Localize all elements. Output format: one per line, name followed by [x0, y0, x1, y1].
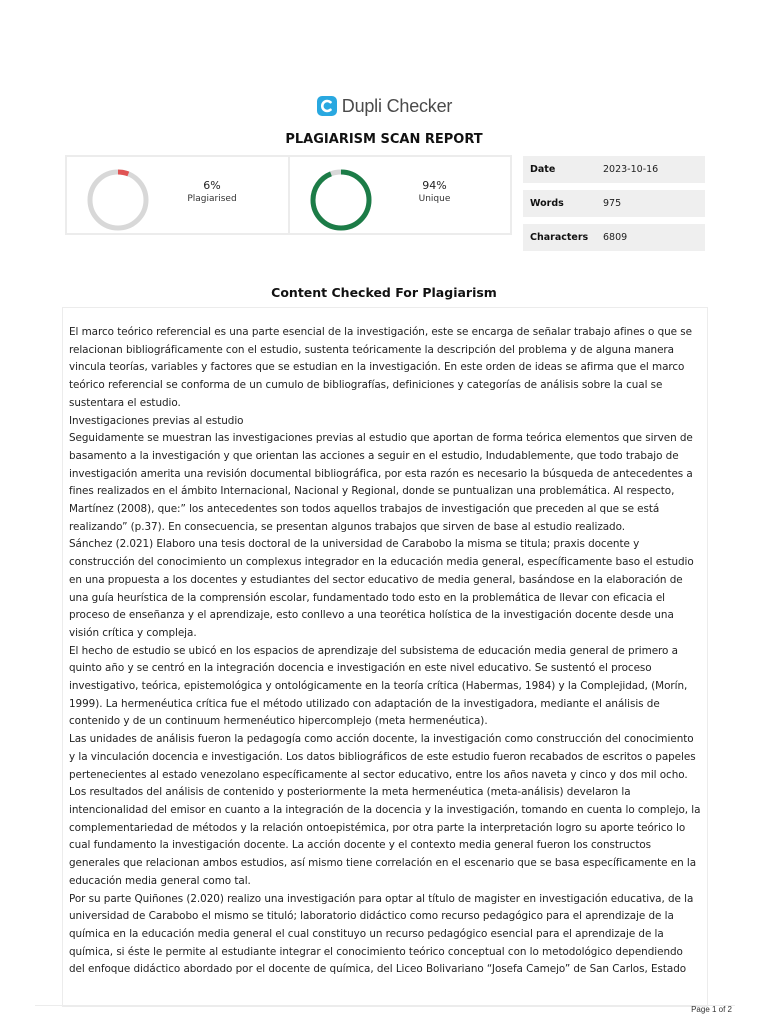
content-paragraph: Investigaciones previas al estudio: [69, 414, 244, 427]
content-paragraph: Sánchez (2.021) Elaboro una tesis doctoral de la universidad de Carabobo la misma se titula; praxis docente y construcción del conocimiento un complexus integrador en la educación media general, específicamente baso el estudio en una propuesta a los docentes y estudiantes del sector educativo de media general, basándose en la elaboración de una guía heurística de la comprensión escolar, fundamentado todo esto en la problemática de llevar con eficacia el proceso de enseñanza y el aprendizaje, esto conllevo a una teorética holística de la investigación docente desde una visión crítica y compleja.: [69, 538, 694, 639]
content-paragraph: Por su parte Quiñones (2.020) realizo una investigación para optar al título de magister en investigación educativa, de la universidad de Carabobo el mismo se tituló; laboratorio didáctico como recurso pedagógico para el aprendizaje de la química en la educación media general el cual constituyo un recurso pedagógico esencial para el aprendizaje de la química, si éste le permite al estudiante integrar el conocimiento teórico conceptual con lo metodológico dependiendo del enfoque didáctico abordado por el docente de química, del Liceo Bolivariano “Josefa Camejo” de San Carlos, Estado: [69, 892, 694, 976]
report-meta-table: [523, 156, 705, 258]
date-value: 2023-10-16: [603, 164, 659, 175]
page-number: Page 1 of 2: [691, 1005, 732, 1014]
characters-value: 6809: [603, 232, 628, 243]
report-title: PLAGIARISM SCAN REPORT: [285, 132, 483, 147]
content-text: [69, 324, 701, 979]
content-paragraph: Las unidades de análisis fueron la pedagogía como acción docente, la investigación como construcción del conocimiento y la vinculación docencia e investigación. Los datos bibliográficos de este estudio fueron recabados de escritos o papeles pertenecientes al estado venezolano específicamente al sector educativo, entre los años naveta y cinco y dos mil ocho. Los resultados del análisis de contenido y posteriormente la meta hermenéutica (meta-análisis) develaron la intencionalidad del emisor en cuanto a la integración de la docencia y la investigación, tomando en cuenta lo complejo, la complementariedad de métodos y la relación ontoepistémica, por otra parte la interpretación logro su aporte teórico lo cual fundamento la investigación docente. La acción docente y el contexto media general fueron los constructos generales que relacionan ambos estudios, así mismo tiene correlación en el escenario que se basa específicamente en la educación media general como tal.: [69, 733, 701, 887]
content-paragraph: Seguidamente se muestran las investigaciones previas al estudio que aportan de forma teórica elementos que sirven de basamento a la investigación y que orientan las acciones a seguir en el estudio, Indudablemente, que todo trabajo de investigación amerita una revisión documental bibliográfica, por esta razón es necesario la búsqueda de antecedentes a fines realizados en el ámbito Internacional, Nacional y Regional, donde se puntualizan una problemática. Al respecto, Martínez (2008), que:” los antecedentes son todos aquellos trabajos de investigación que preceden al que se está realizando” (p.37). En consecuencia, se presentan algunos trabajos que sirven de base al estudio realizado.: [69, 432, 693, 533]
date-label: Date: [530, 164, 556, 175]
brand-logo: [0, 95, 768, 117]
words-label: Words: [530, 198, 564, 209]
unique-label: Unique: [418, 194, 451, 204]
plagiarised-percent: 6%: [203, 179, 221, 192]
plagiarised-ring-chart: [85, 167, 151, 233]
meta-row-date: [523, 156, 705, 183]
meta-row-words: [523, 190, 705, 217]
unique-ring-arc: [313, 172, 369, 228]
unique-stat: [288, 157, 511, 233]
checked-content: [62, 307, 708, 1007]
meta-row-characters: [523, 224, 705, 251]
characters-label: Characters: [530, 232, 589, 243]
plagiarised-label: Plagiarised: [187, 194, 237, 204]
stats-panel: [65, 155, 512, 235]
content-paragraph: El hecho de estudio se ubicó en los espacios de aprendizaje del subsistema de educación media general de primero a quinto año y se centró en la integración docencia e investigación en este nivel educativo. Se sustentó el proceso investigativo, teórica, epistemológica y ontológicamente en la teoría crítica (Habermas, 1984) y la Complejidad, (Morín, 1999). La hermenéutica crítica fue el método utilizado con adaptación de la investigadora, mediante el análisis de contenido y de un continuum hermenéutico hipercomplejo (meta hermenéutica).: [69, 644, 688, 728]
dupli-checker-logo-icon: [316, 95, 338, 117]
plagiarised-stat: [67, 157, 288, 233]
unique-percent: 94%: [422, 179, 447, 192]
content-paragraph: El marco teórico referencial es una parte esencial de la investigación, este se encarga de señalar trabajo afines o que se relacionan bibliográficamente con el estudio, sustenta teóricamente la descripción del problema y de alguna manera vincula teorías, variables y factores que se estudian en la investigación. En este orden de ideas se afirma que el marco teórico referencial se conforma de un cumulo de bibliografías, definiciones y categorías de análisis sobre la cual se sustentara el estudio.: [69, 326, 692, 409]
brand-name: Dupli Checker: [341, 95, 453, 116]
words-value: 975: [603, 198, 622, 209]
content-title: Content Checked For Plagiarism: [271, 285, 497, 300]
unique-ring-chart: [308, 167, 374, 233]
footer-divider: [35, 1005, 735, 1006]
